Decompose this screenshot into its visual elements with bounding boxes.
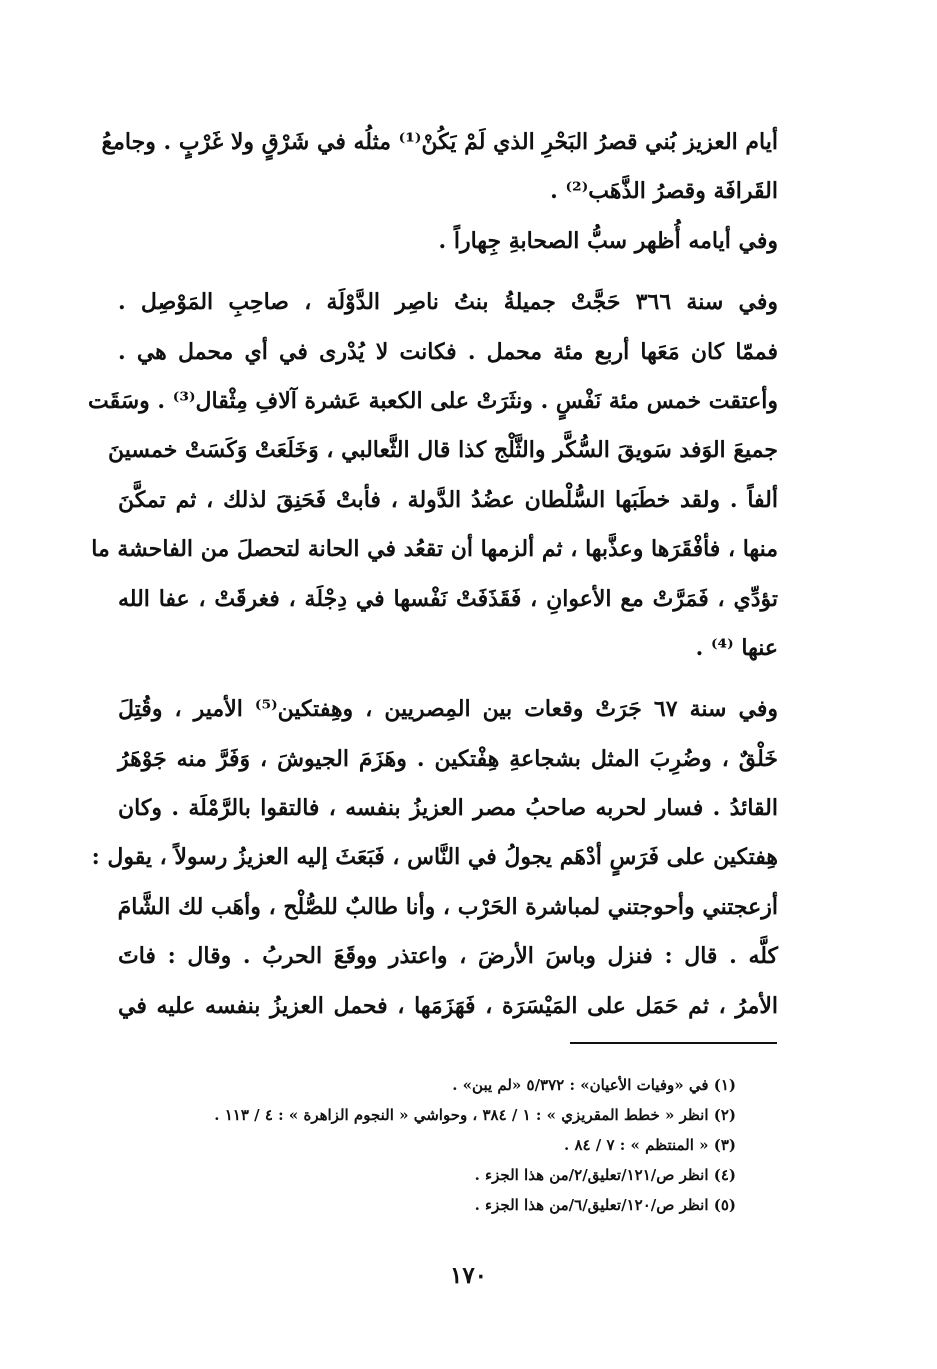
footnote: (٢) انظر « خطط المقريزي » : ١ / ٣٨٤ ، وحواشي « النجوم الزاهرة » : ٤ / ١١٣ .: [214, 1106, 736, 1124]
text-line: كلَّه . قال : فنزل وباسَ الأرضَ ، واعتذر ووقَعَ الحربُ . وقال : فاتَ: [118, 943, 778, 970]
text-line: القَرافَة وقصرُ الذَّهَب⁽²⁾ .: [550, 178, 778, 205]
text-line: وفي أيامه أُظهر سبُّ الصحابةِ جِهاراً .: [438, 227, 778, 254]
paragraph: [118, 217, 778, 266]
text-line: وأعتقت خمس مئة نَفْسٍ . ونثَرَتْ على الكعبة عَشرة آلافِ مِثْقال⁽³⁾ . وسَقَت: [87, 387, 778, 414]
text-line: وفي سنة ٣٦٦ حَجَّتْ جميلةُ بنتُ ناصِر الدَّوْلَة ، صاحِبِ المَوْصِل .: [118, 289, 779, 316]
paragraph: [91, 685, 778, 1031]
footnote: (٥) انظر ص/١٢٠/تعليق/٦/من هذا الجزء .: [474, 1196, 736, 1214]
text-line: الأمرُ ، ثم حَمَل على المَيْسَرَة ، فَهَزَمَها ، فحمل العزيزُ بنفسه عليه في: [118, 992, 778, 1019]
text-line: منها ، فأفْقَرَها وعذَّبها ، ثم ألزمها أن تقعُد في الحانة لتحصلَ من الفاحشة ما: [91, 536, 778, 563]
text-line: أيام العزيز بُني قصرُ البَحْرِ الذي لَمْ يَكُنْ⁽¹⁾ مثلُه في شَرْقٍ ولا غَرْبٍ . وجامعُ: [101, 129, 778, 155]
footnote: (١) في «وفيات الأعيان» : ٥/٣٧٢ «لم يبن» .: [452, 1076, 736, 1094]
paragraph: [87, 278, 779, 673]
text-line: تؤدِّي ، فَمَرَّتْ مع الأعوانِ ، فَقَذَفَتْ نَفْسها في دِجْلَة ، فغرقَتْ ، عفا الله: [118, 585, 778, 612]
text-line: أزعجتني وأحوجتني لمباشرة الحَرْب ، وأنا طالبٌ للصُّلْح ، وأهَب لك الشَّامَ: [117, 893, 778, 920]
text-line: جميعَ الوَفد سَويقَ السُّكَّر والثَّلْج كذا قال الثَّعالبي ، وَخَلَعَتْ وَكَسَتْ خمسينَ: [108, 437, 778, 464]
text-line: هِفتكين على فَرَسٍ أدْهَم يجولُ في النَّاس ، فَبَعَثَ إليه العزيزُ رسولاً ، يقول :: [91, 844, 778, 871]
footnote-separator: [570, 1042, 777, 1044]
text-line: عنها ⁽⁴⁾ .: [695, 634, 778, 661]
footnote: (٣) « المنتظم » : ٧ / ٨٤ .: [564, 1136, 736, 1154]
footnotes: [118, 1070, 736, 1220]
main-text: [87, 118, 779, 1031]
footnote: (٤) انظر ص/١٢١/تعليق/٢/من هذا الجزء .: [474, 1166, 736, 1184]
text-line: خَلْقٌ ، وضُرِبَ المثل بشجاعةِ هِفْتكين . وهَزَمَ الجيوشَ ، وَفَرَّ منه جَوْهَرُ: [118, 745, 778, 772]
text-line: فممّا كان مَعَها أربع مئة محمل . فكانت لا يُدْرى في أي محمل هي .: [118, 338, 778, 365]
text-line: ألفاً . ولقد خطَبَها السُّلْطان عضُدُ الدَّولة ، فأبتْ فَحَنِقَ لذلك ، ثم تمكَّنَ: [118, 486, 778, 513]
page-number: ١٧٠: [449, 1262, 488, 1289]
paragraph: [101, 118, 778, 217]
text-line: القائدُ . فسار لحربه صاحبُ مصر العزيزُ بنفسه ، فالتقوا بالرَّمْلَة . وكان: [118, 795, 778, 822]
text-line: وفي سنة ٦٧ جَرَتْ وقعات بين المِصريين ، وهِفتكين⁽⁵⁾ الأمير ، وقُتِلَ: [118, 696, 778, 723]
